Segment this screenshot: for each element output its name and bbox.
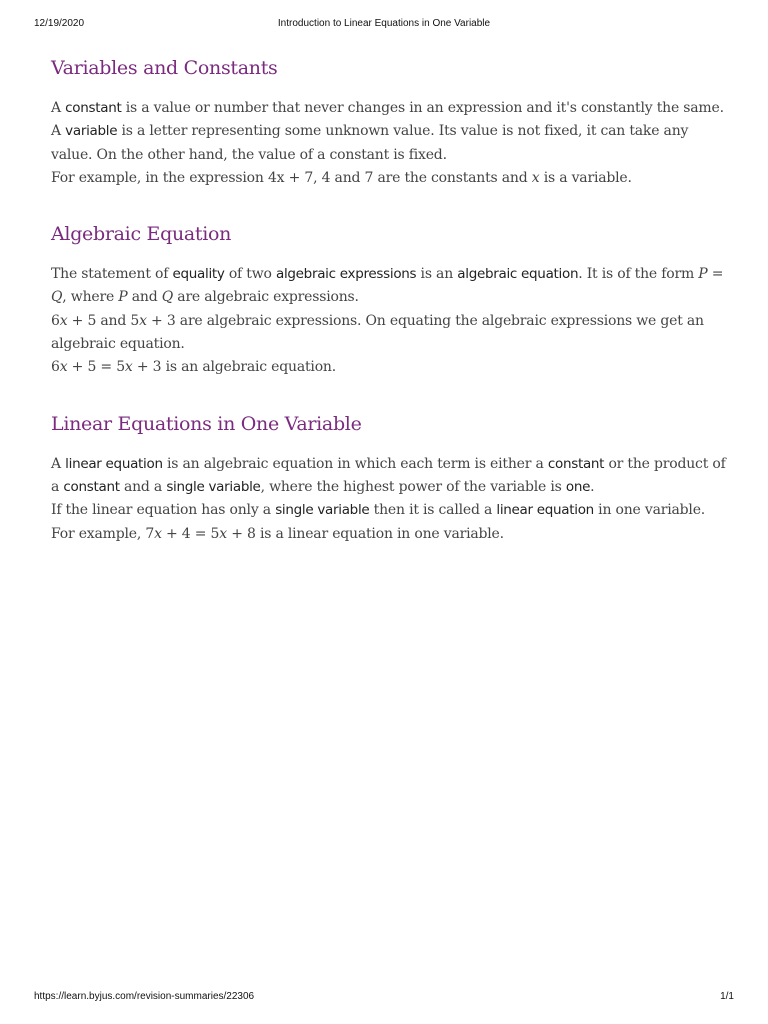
math-variable: x [139,312,147,329]
text: + 4 = 5 [161,525,220,542]
text: are algebraic expressions. On equating the algebraic expressions we get an algebraic equation. [51,312,704,353]
math-variable: x [154,525,162,542]
section-heading: Linear Equations in One Variable [51,412,362,435]
text: + 5 = 5 [67,359,125,376]
section-variables-and-constants [51,54,731,190]
section-linear-equations-one-variable [51,410,731,546]
section-heading: Variables and Constants [51,57,278,79]
term-single-variable: single variable [275,502,370,519]
math-variable: x [531,169,540,186]
term-constant: constant [547,455,605,472]
text: is an algebraic equation. [161,359,336,376]
text: and [127,289,162,306]
text: is a letter representing some unknown value. Its value is not fixed, it can take any value. On the other hand, the value of a constant is fixed. [51,123,689,163]
math-expression: P = Q [51,266,724,306]
text: is a value or number that never changes in an expression and it's constantly the same. [121,100,724,116]
text: , 4 and 7 are the constants and [313,169,532,186]
print-date: 12/19/2020 [34,18,85,29]
math-expression: 4x + 7 [267,169,314,186]
paragraph [51,453,731,546]
text: , where the highest power of the variable is [260,478,566,495]
math-variable: x [59,312,68,329]
text: . [590,478,595,495]
text: If the linear equation has only a [51,502,276,519]
text: + 3 [132,359,162,376]
math-variable: x [59,359,68,376]
text: , where [62,289,119,306]
text: are algebraic expressions. [173,289,359,306]
term-linear-equation: linear equation [65,455,163,472]
text: 6 [51,312,60,329]
text: The statement of [51,266,173,283]
text: is an [416,266,458,283]
text: 6 [51,359,60,376]
paragraph [51,263,731,379]
text: + 8 is a linear equation in one variable. [226,525,504,542]
term-one: one [565,478,591,495]
document-title: Introduction to Linear Equations in One Variable [277,18,491,29]
section-algebraic-equation [51,220,731,379]
text: . It is of the form [578,266,699,283]
term-constant: constant [65,100,122,116]
term-constant: constant [63,478,120,495]
article-content [51,54,731,576]
text: of two [224,266,276,283]
math-variable: P [118,289,128,306]
page-url[interactable]: https://learn.byjus.com/revision-summaries/22306 [34,991,255,1002]
term-variable: variable [65,123,118,140]
print-footer [0,991,768,1005]
math-variable: x [219,525,227,542]
term-algebraic-equation: algebraic equation [457,266,579,283]
text: A [51,455,66,472]
text: + 3 [146,312,176,329]
text: then it is called a [369,502,497,519]
page-number: 1/1 [720,991,734,1002]
term-equality: equality [172,266,225,283]
math-variable: x [124,359,133,376]
term-single-variable: single variable [166,478,261,495]
text: For example, in the expression [51,169,268,186]
math-variable: Q [161,289,174,306]
term-linear-equation: linear equation [496,502,594,519]
term-algebraic-expressions: algebraic expressions [275,266,417,283]
text: and a [119,478,167,495]
text: is an algebraic equation in which each term is either a [162,455,548,472]
section-heading: Algebraic Equation [51,223,232,246]
text: A [51,100,66,116]
text: + 5 and 5 [67,312,140,329]
text: in one variable. [593,502,706,519]
text: For example, 7 [51,525,155,542]
text: A [51,123,66,140]
text: is a variable. [539,169,632,186]
paragraph [51,97,731,190]
print-header [0,18,768,32]
text: or the product of a [51,455,726,495]
